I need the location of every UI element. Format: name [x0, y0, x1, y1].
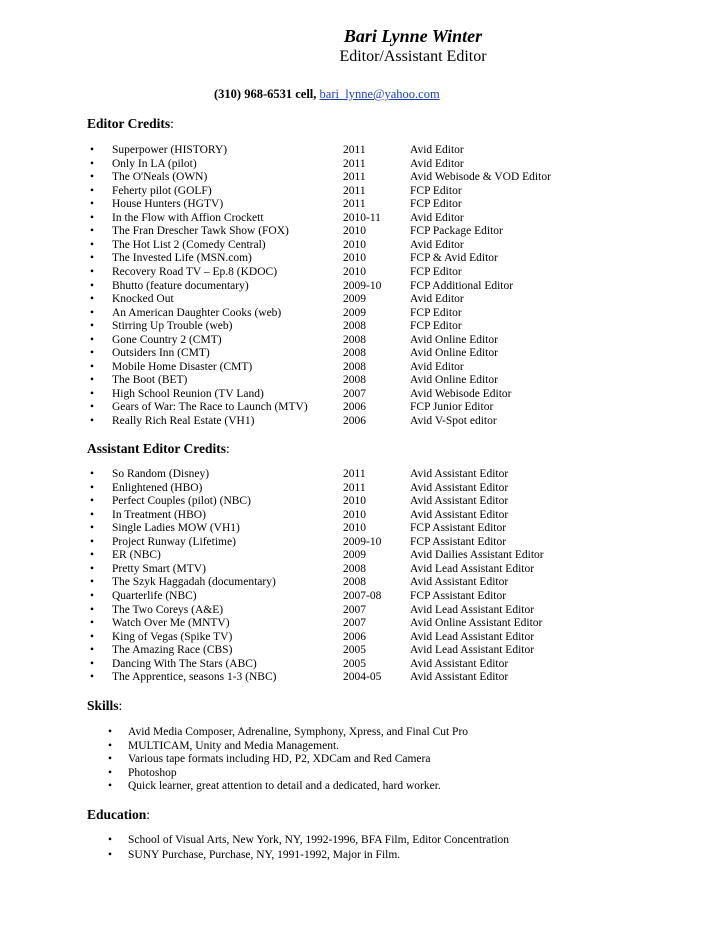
bullet-icon: • [90, 198, 95, 211]
credit-show: Quarterlife (NBC) [112, 589, 197, 602]
credit-row [0, 280, 728, 294]
credit-year: 2005 [343, 657, 366, 670]
credit-role: Avid Editor [410, 293, 464, 306]
bullet-icon: • [90, 211, 95, 224]
editor-credits-heading [87, 116, 174, 132]
bullet-icon: • [90, 495, 95, 508]
credit-year: 2010 [343, 252, 366, 265]
credit-row [0, 252, 728, 266]
credit-show: The Boot (BET) [112, 374, 188, 387]
credit-role: FCP Assistant Editor [410, 589, 507, 602]
bullet-icon: • [108, 848, 113, 861]
bullet-icon: • [90, 401, 95, 414]
credit-row [0, 563, 728, 577]
bullet-icon: • [90, 293, 95, 306]
bullet-icon: • [90, 347, 95, 360]
list-item [0, 780, 728, 794]
credit-row [0, 631, 728, 645]
credit-year: 2007-08 [343, 589, 382, 602]
credit-show: Project Runway (Lifetime) [112, 535, 236, 548]
bullet-icon: • [90, 306, 95, 319]
credit-role: Avid Assistant Editor [410, 468, 509, 480]
credit-role: FCP Editor [410, 306, 462, 319]
credit-year: 2011 [343, 171, 366, 184]
credit-year: 2008 [343, 333, 366, 346]
bullet-icon: • [108, 753, 113, 766]
bullet-icon: • [108, 834, 113, 846]
assistant-credits-heading [87, 441, 230, 457]
bullet-icon: • [90, 522, 95, 535]
credit-year: 2010 [343, 265, 366, 278]
bullet-icon: • [90, 671, 95, 684]
credit-role: FCP Assistant Editor [410, 535, 507, 548]
credit-year: 2006 [343, 630, 366, 643]
credit-row [0, 644, 728, 658]
list-item-text: School of Visual Arts, New York, NY, 1992-1996, BFA Film, Editor Concentration [128, 834, 510, 846]
credit-role: Avid Dailies Assistant Editor [410, 549, 544, 562]
credit-show: Superpower (HISTORY) [112, 144, 228, 156]
list-item [0, 767, 728, 781]
credit-show: The Invested Life (MSN.com) [112, 252, 252, 265]
credit-role: FCP Editor [410, 320, 462, 333]
credit-show: The Apprentice, seasons 1-3 (NBC) [112, 671, 277, 684]
bullet-icon: • [90, 468, 95, 480]
heading-text: Editor Credits [87, 116, 171, 131]
bullet-icon: • [108, 766, 113, 779]
credit-year: 2009-10 [343, 279, 382, 292]
credit-year: 2008 [343, 562, 366, 575]
credit-role: Avid Online Assistant Editor [410, 617, 543, 630]
credit-role: FCP Assistant Editor [410, 522, 507, 535]
heading-colon: : [146, 807, 151, 822]
credit-role: Avid Webisode & VOD Editor [410, 171, 551, 184]
contact-line [214, 87, 440, 102]
credit-year: 2011 [343, 184, 366, 197]
resume-title: Editor/Assistant Editor [339, 48, 487, 65]
credit-year: 2009-10 [343, 535, 382, 548]
credit-role: Avid Assistant Editor [410, 508, 509, 521]
education-heading [87, 807, 150, 823]
bullet-icon: • [90, 387, 95, 400]
list-item-text: Photoshop [128, 766, 177, 779]
credit-year: 2008 [343, 374, 366, 387]
bullet-icon: • [90, 576, 95, 589]
credit-show: The Two Coreys (A&E) [112, 603, 224, 616]
heading-colon: : [118, 698, 123, 713]
credit-show: The Hot List 2 (Comedy Central) [112, 238, 266, 251]
heading-colon: : [226, 441, 230, 456]
credit-role: Avid V-Spot editor [410, 415, 497, 427]
list-item [0, 849, 728, 863]
credit-show: Perfect Couples (pilot) (NBC) [112, 495, 251, 508]
list-item-text: Avid Media Composer, Adrenaline, Symphony, Xpress, and Final Cut Pro [128, 726, 469, 738]
bullet-icon: • [108, 726, 113, 738]
credit-role: Avid Editor [410, 144, 464, 156]
bullet-icon: • [90, 320, 95, 333]
credit-year: 2010 [343, 495, 366, 508]
credit-row [0, 374, 728, 388]
credit-year: 2010-11 [343, 211, 381, 224]
credit-row [0, 239, 728, 253]
bullet-icon: • [90, 481, 95, 494]
credit-row [0, 482, 728, 496]
bullet-icon: • [108, 780, 113, 793]
bullet-icon: • [108, 739, 113, 752]
bullet-icon: • [90, 415, 95, 427]
credit-year: 2008 [343, 347, 366, 360]
credit-row [0, 171, 728, 185]
credit-year: 2010 [343, 522, 366, 535]
heading-text: Education [87, 807, 147, 822]
credit-show: The O'Neals (OWN) [112, 171, 208, 184]
list-item-text: SUNY Purchase, Purchase, NY, 1991-1992, Major in Film. [128, 848, 401, 861]
credit-show: Feherty pilot (GOLF) [112, 184, 212, 197]
bullet-icon: • [90, 333, 95, 346]
resume-name: Bari Lynne Winter [343, 26, 483, 46]
credit-role: FCP Editor [410, 184, 462, 197]
credit-year: 2006 [343, 415, 366, 427]
bullet-icon: • [90, 157, 95, 170]
credit-show: Watch Over Me (MNTV) [112, 617, 230, 630]
credit-role: Avid Webisode Editor [410, 387, 512, 400]
heading-text: Assistant Editor Credits [87, 441, 227, 456]
list-item [0, 834, 728, 848]
credit-year: 2005 [343, 644, 366, 657]
credit-year: 2007 [343, 387, 366, 400]
list-item [0, 740, 728, 754]
credit-year: 2007 [343, 603, 366, 616]
credit-show: Dancing With The Stars (ABC) [112, 657, 257, 670]
list-item [0, 753, 728, 767]
bullet-icon: • [90, 508, 95, 521]
credit-row [0, 617, 728, 631]
credit-row [0, 361, 728, 375]
list-item [0, 726, 728, 740]
credit-row [0, 198, 728, 212]
credit-row [0, 144, 728, 158]
credit-role: Avid Online Editor [410, 347, 498, 360]
credit-row [0, 266, 728, 280]
credit-year: 2004-05 [343, 671, 382, 684]
credit-row [0, 185, 728, 199]
credit-show: King of Vegas (Spike TV) [112, 630, 233, 643]
bullet-icon: • [90, 184, 95, 197]
credit-year: 2007 [343, 617, 366, 630]
email-link[interactable]: bari_lynne@yahoo.com [319, 87, 440, 101]
credit-row [0, 212, 728, 226]
credit-row [0, 334, 728, 348]
credit-year: 2011 [343, 157, 366, 170]
credit-role: Avid Online Editor [410, 374, 498, 387]
credit-role: Avid Editor [410, 238, 464, 251]
bullet-icon: • [90, 252, 95, 265]
bullet-icon: • [90, 265, 95, 278]
credit-show: Stirring Up Trouble (web) [112, 320, 233, 333]
credit-row [0, 468, 728, 482]
credit-show: So Random (Disney) [112, 468, 210, 480]
credit-role: Avid Assistant Editor [410, 495, 509, 508]
credit-year: 2011 [343, 144, 366, 156]
bullet-icon: • [90, 535, 95, 548]
credit-show: Recovery Road TV – Ep.8 (KDOC) [112, 265, 278, 278]
bullet-icon: • [90, 644, 95, 657]
bullet-icon: • [90, 589, 95, 602]
credit-row [0, 347, 728, 361]
credit-role: Avid Assistant Editor [410, 481, 509, 494]
credit-show: The Szyk Haggadah (documentary) [112, 576, 276, 589]
heading-text: Skills [87, 698, 119, 713]
credit-row [0, 549, 728, 563]
credit-row [0, 320, 728, 334]
credit-role: FCP & Avid Editor [410, 252, 498, 265]
credit-row [0, 522, 728, 536]
phone-number: (310) 968-6531 cell, [214, 87, 317, 101]
credit-year: 2008 [343, 320, 366, 333]
list-item-text: Various tape formats including HD, P2, XDCam and Red Camera [128, 753, 431, 766]
credit-role: FCP Additional Editor [410, 279, 514, 292]
credit-show: Really Rich Real Estate (VH1) [112, 415, 255, 427]
credit-role: FCP Package Editor [410, 225, 503, 238]
credit-row [0, 293, 728, 307]
bullet-icon: • [90, 144, 95, 156]
bullet-icon: • [90, 225, 95, 238]
credit-role: Avid Assistant Editor [410, 671, 509, 684]
credit-show: In the Flow with Affion Crockett [112, 211, 264, 224]
credit-year: 2011 [343, 468, 366, 480]
credit-show: Gone Country 2 (CMT) [112, 333, 222, 346]
bullet-icon: • [90, 360, 95, 373]
credit-show: The Fran Drescher Tawk Show (FOX) [112, 225, 289, 238]
bullet-icon: • [90, 171, 95, 184]
credit-show: Knocked Out [112, 293, 174, 306]
credit-show: Gears of War: The Race to Launch (MTV) [112, 401, 308, 414]
bullet-icon: • [90, 657, 95, 670]
credit-row [0, 658, 728, 672]
credit-row [0, 388, 728, 402]
credit-role: Avid Editor [410, 360, 464, 373]
credit-role: FCP Editor [410, 198, 462, 211]
credit-year: 2009 [343, 549, 366, 562]
credit-show: The Amazing Race (CBS) [112, 644, 233, 657]
credit-show: Outsiders Inn (CMT) [112, 347, 210, 360]
credit-row [0, 576, 728, 590]
credit-role: FCP Editor [410, 265, 462, 278]
bullet-icon: • [90, 238, 95, 251]
credit-year: 2008 [343, 360, 366, 373]
credit-year: 2010 [343, 238, 366, 251]
bullet-icon: • [90, 617, 95, 630]
credit-year: 2009 [343, 293, 366, 306]
credit-row [0, 536, 728, 550]
bullet-icon: • [90, 562, 95, 575]
credit-row [0, 158, 728, 172]
credit-year: 2009 [343, 306, 366, 319]
credit-year: 2010 [343, 508, 366, 521]
credit-year: 2006 [343, 401, 366, 414]
credit-show: Pretty Smart (MTV) [112, 562, 206, 575]
credit-show: ER (NBC) [112, 549, 161, 562]
list-item-text: Quick learner, great attention to detail and a dedicated, hard worker. [128, 780, 441, 793]
credit-row [0, 415, 728, 429]
credit-show: Enlightened (HBO) [112, 481, 203, 494]
credit-show: High School Reunion (TV Land) [112, 387, 264, 400]
credit-show: Single Ladies MOW (VH1) [112, 522, 240, 535]
credit-row [0, 509, 728, 523]
credit-role: Avid Lead Assistant Editor [410, 603, 535, 616]
credit-show: House Hunters (HGTV) [112, 198, 224, 211]
credit-row [0, 590, 728, 604]
bullet-icon: • [90, 603, 95, 616]
heading-colon: : [170, 116, 174, 131]
credit-year: 2011 [343, 481, 366, 494]
credit-role: Avid Assistant Editor [410, 576, 509, 589]
credit-show: Bhutto (feature documentary) [112, 279, 249, 292]
credit-role: Avid Lead Assistant Editor [410, 630, 535, 643]
credit-show: Only In LA (pilot) [112, 157, 197, 170]
bullet-icon: • [90, 374, 95, 387]
bullet-icon: • [90, 630, 95, 643]
credit-role: Avid Editor [410, 157, 464, 170]
bullet-icon: • [90, 549, 95, 562]
credit-row [0, 401, 728, 415]
list-item-text: MULTICAM, Unity and Media Management. [128, 739, 340, 752]
skills-heading [87, 698, 122, 714]
credit-row [0, 671, 728, 685]
credit-row [0, 604, 728, 618]
credit-role: Avid Lead Assistant Editor [410, 644, 535, 657]
credit-role: Avid Lead Assistant Editor [410, 562, 535, 575]
credit-role: Avid Assistant Editor [410, 657, 509, 670]
credit-row [0, 495, 728, 509]
credit-role: Avid Online Editor [410, 333, 498, 346]
credit-show: An American Daughter Cooks (web) [112, 306, 282, 319]
credit-role: Avid Editor [410, 211, 464, 224]
credit-year: 2011 [343, 198, 366, 211]
credit-year: 2008 [343, 576, 366, 589]
credit-year: 2010 [343, 225, 366, 238]
credit-row [0, 307, 728, 321]
credit-show: Mobile Home Disaster (CMT) [112, 360, 253, 373]
credit-show: In Treatment (HBO) [112, 508, 206, 521]
credit-role: FCP Junior Editor [410, 401, 494, 414]
bullet-icon: • [90, 279, 95, 292]
credit-row [0, 225, 728, 239]
